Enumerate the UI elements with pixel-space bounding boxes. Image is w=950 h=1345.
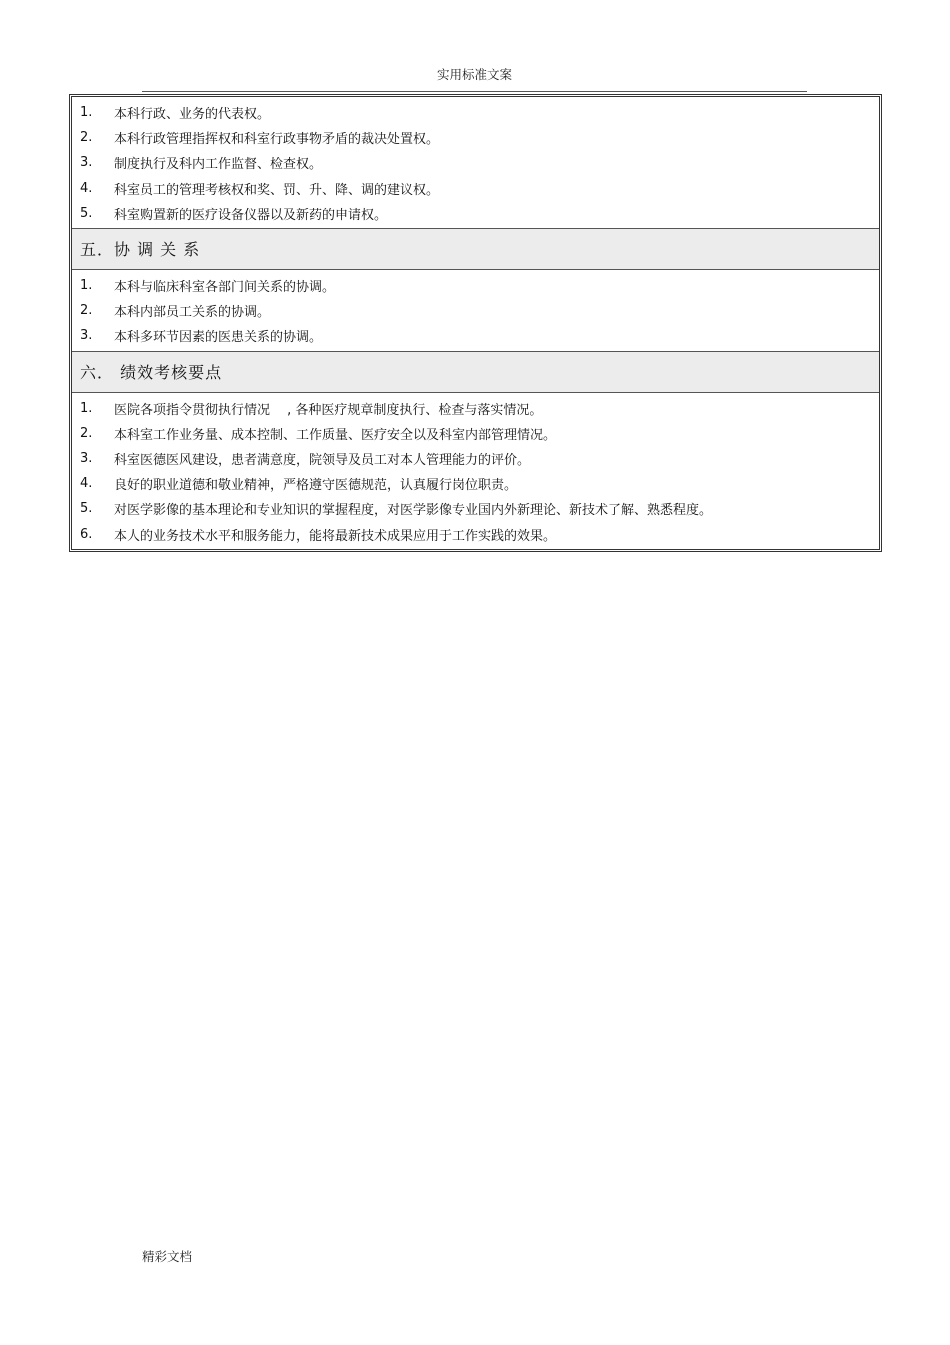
list-item xyxy=(72,496,879,521)
authority-list xyxy=(72,97,879,229)
list-item xyxy=(72,176,879,201)
item-text: 对医学影像的基本理论和专业知识的掌握程度，对医学影像专业国内外新理论、新技术了解、熟悉程度。 xyxy=(114,503,713,519)
item-number: 1. xyxy=(80,400,93,416)
item-number: 3. xyxy=(80,155,93,171)
item-text: 医院各项指令贯彻执行情况 , 各种医疗规章制度执行、检查与落实情况。 xyxy=(114,402,543,418)
item-number: 4. xyxy=(80,476,93,492)
list-item xyxy=(72,125,879,150)
item-number: 5. xyxy=(80,205,93,221)
item-text: 本人的业务技术水平和服务能力，能将最新技术成果应用于工作实践的效果。 xyxy=(114,528,557,544)
list-item xyxy=(72,298,879,323)
item-text: 科室购置新的医疗设备仪器以及新药的申请权。 xyxy=(114,207,388,223)
item-number: 3. xyxy=(80,328,93,344)
page-header: 实用标准文案 xyxy=(436,67,512,82)
item-text: 本科多环节因素的医患关系的协调。 xyxy=(114,330,323,346)
list-item xyxy=(72,273,879,298)
item-text: 本科行政、业务的代表权。 xyxy=(114,107,271,123)
list-item xyxy=(72,521,879,546)
list-item xyxy=(72,471,879,496)
item-number: 1. xyxy=(80,278,93,294)
list-item xyxy=(72,446,879,471)
item-text: 科室员工的管理考核权和奖、罚、升、降、调的建议权。 xyxy=(114,182,440,198)
coordination-list xyxy=(72,270,879,352)
item-text: 本科内部员工关系的协调。 xyxy=(114,305,271,321)
item-number: 2. xyxy=(80,425,93,441)
list-item xyxy=(72,100,879,125)
list-item xyxy=(72,396,879,421)
item-text: 科室医德医风建设，患者满意度，院领导及员工对本人管理能力的评价。 xyxy=(114,452,531,468)
item-number: 4. xyxy=(80,180,93,196)
item-number: 5. xyxy=(80,501,93,517)
item-text: 良好的职业道德和敬业精神，严格遵守医德规范，认真履行岗位职责。 xyxy=(114,478,518,494)
document-table xyxy=(69,94,882,552)
item-number: 2. xyxy=(80,130,93,146)
page-footer: 精彩文档 xyxy=(142,1249,193,1264)
section-heading-coordination: 五．协 调 关 系 xyxy=(72,229,879,270)
item-text: 制度执行及科内工作监督、检查权。 xyxy=(114,157,323,173)
performance-list xyxy=(72,393,879,549)
list-item xyxy=(72,150,879,175)
list-item xyxy=(72,201,879,226)
item-text: 本科与临床科室各部门间关系的协调。 xyxy=(114,280,336,296)
item-number: 2. xyxy=(80,303,93,319)
item-number: 6. xyxy=(80,526,93,542)
item-number: 3. xyxy=(80,450,93,466)
item-text: 本科行政管理指挥权和科室行政事物矛盾的裁决处置权。 xyxy=(114,132,440,148)
list-item xyxy=(72,421,879,446)
list-item xyxy=(72,323,879,348)
item-text: 本科室工作业务量、成本控制、工作质量、医疗安全以及科室内部管理情况。 xyxy=(114,427,557,443)
item-number: 1. xyxy=(80,105,93,121)
header-divider xyxy=(142,91,807,92)
section-heading-performance: 六． 绩效考核要点 xyxy=(72,352,879,393)
